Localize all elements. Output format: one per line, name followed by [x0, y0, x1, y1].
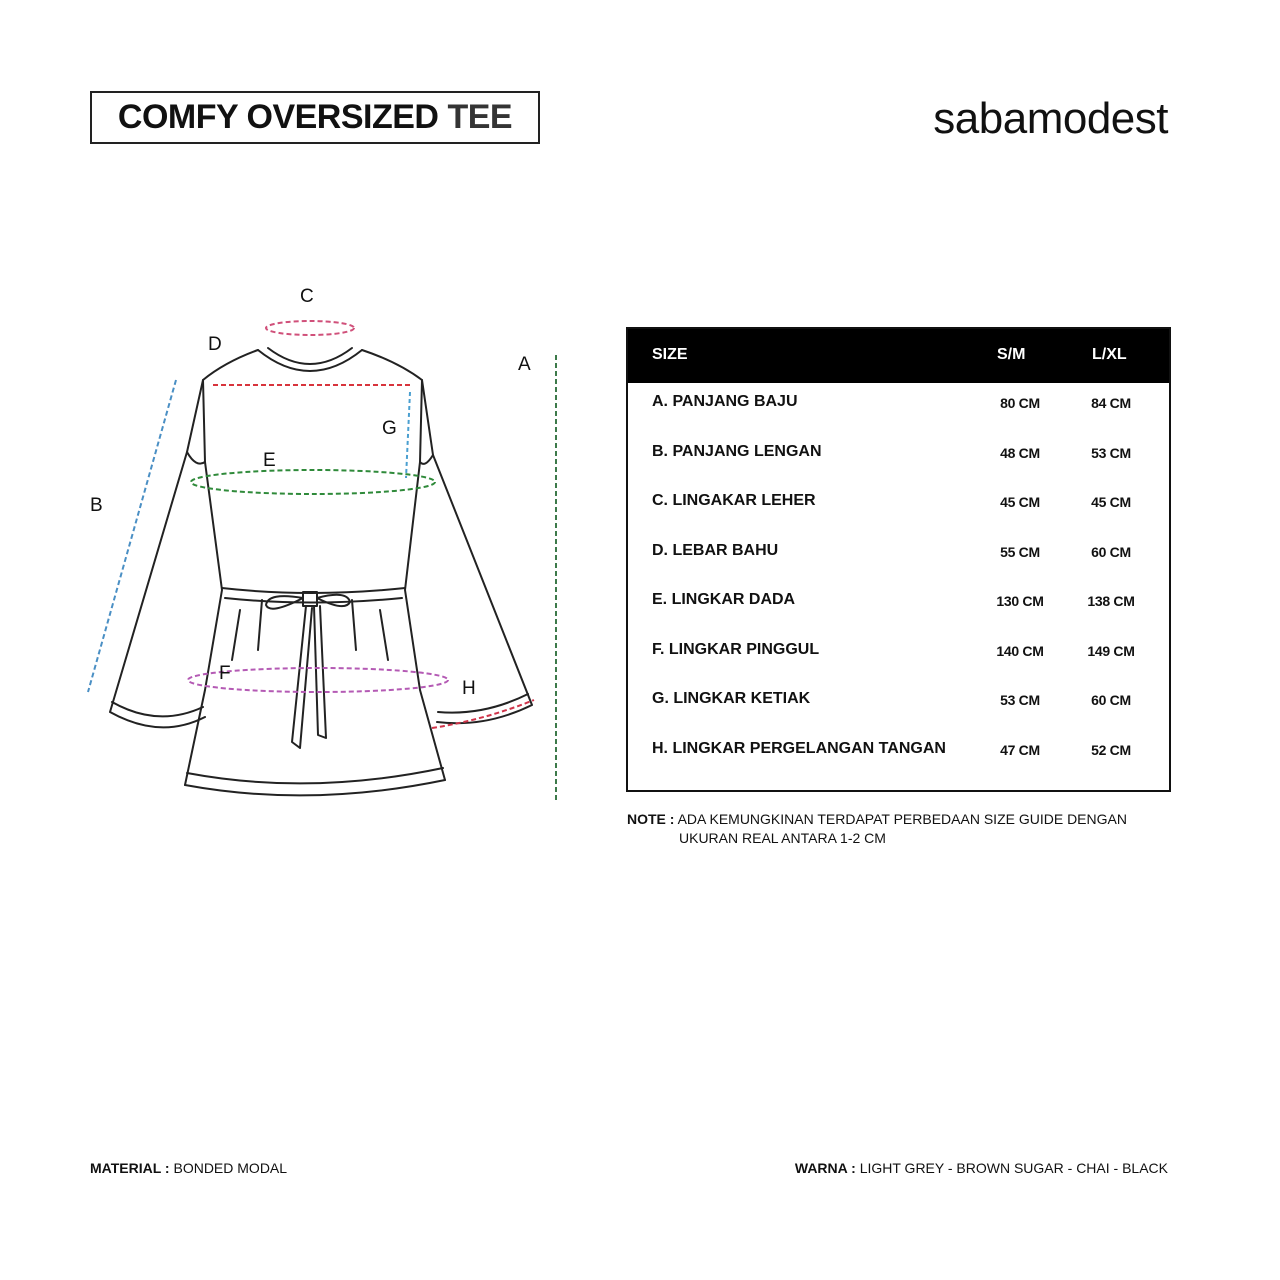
row-measurement-name: H. LINGKAR PERGELANGAN TANGAN: [652, 739, 946, 757]
size-table-row: [628, 591, 1169, 621]
label-b: B: [90, 495, 103, 516]
row-value-sm: 45 CM: [1000, 494, 1040, 510]
row-value-sm: 140 CM: [996, 642, 1044, 659]
measure-line-g: [406, 392, 410, 478]
measure-ring-c: [266, 321, 354, 335]
warna-value: LIGHT GREY - BROWN SUGAR - CHAI - BLACK: [859, 1160, 1168, 1176]
product-title-light: TEE: [447, 98, 513, 136]
header-lxl: L/XL: [1092, 346, 1127, 363]
row-value-lxl: 149 CM: [1087, 642, 1135, 659]
material-label: MATERIAL :: [90, 1160, 170, 1176]
label-d: D: [208, 334, 222, 355]
row-value-lxl: 52 CM: [1091, 741, 1131, 758]
size-table-row: [628, 443, 1169, 473]
row-value-sm: 80 CM: [1000, 395, 1040, 411]
size-table-row: [628, 740, 1169, 770]
size-table-row: [628, 393, 1169, 423]
note-line-2: UKURAN REAL ANTARA 1-2 CM: [679, 830, 886, 846]
row-value-lxl: 60 CM: [1091, 543, 1131, 560]
material-info: [90, 1160, 287, 1176]
size-note: [627, 810, 1127, 848]
note-line-1: ADA KEMUNGKINAN TERDAPAT PERBEDAAN SIZE GUIDE DENGAN: [677, 811, 1127, 827]
label-f: F: [219, 663, 231, 684]
row-measurement-name: A. PANJANG BAJU: [652, 393, 798, 410]
row-measurement-name: G. LINGKAR KETIAK: [652, 690, 811, 707]
row-measurement-name: C. LINGAKAR LEHER: [652, 492, 816, 509]
label-e: E: [263, 450, 276, 471]
row-value-lxl: 60 CM: [1091, 692, 1131, 708]
row-value-sm: 47 CM: [1000, 741, 1040, 758]
color-info: [795, 1160, 1168, 1176]
header-sm: S/M: [997, 346, 1026, 363]
product-title-bold: COMFY OVERSIZED: [117, 98, 439, 136]
size-table-row: [628, 542, 1169, 572]
row-measurement-name: B. PANJANG LENGAN: [652, 442, 822, 460]
brand-logo: sabamodest: [933, 94, 1168, 143]
label-c: C: [300, 286, 314, 307]
size-table-row: [628, 690, 1169, 720]
row-value-sm: 53 CM: [1000, 692, 1040, 708]
label-g: G: [382, 418, 397, 439]
row-measurement-name: E. LINGKAR DADA: [652, 591, 796, 608]
row-value-sm: 48 CM: [1000, 444, 1040, 461]
row-value-lxl: 84 CM: [1091, 395, 1131, 411]
header-size: SIZE: [652, 346, 688, 363]
size-table-row: [628, 641, 1169, 671]
size-table-header: [628, 329, 1169, 383]
row-value-sm: 130 CM: [996, 593, 1044, 609]
label-a: A: [518, 354, 531, 375]
garment-outline: [110, 348, 532, 795]
label-h: H: [462, 678, 476, 699]
row-value-lxl: 138 CM: [1087, 593, 1135, 609]
row-value-lxl: 45 CM: [1091, 494, 1131, 510]
note-label: NOTE :: [627, 811, 675, 827]
measure-ring-e: [191, 470, 435, 494]
row-value-lxl: 53 CM: [1091, 444, 1131, 461]
row-value-sm: 55 CM: [1000, 543, 1040, 560]
row-measurement-name: D. LEBAR BAHU: [652, 541, 779, 559]
size-table: [626, 327, 1171, 792]
warna-label: WARNA :: [794, 1160, 856, 1176]
size-table-row: [628, 492, 1169, 522]
row-measurement-name: F. LINGKAR PINGGUL: [652, 640, 820, 658]
material-value: BONDED MODAL: [173, 1160, 288, 1176]
